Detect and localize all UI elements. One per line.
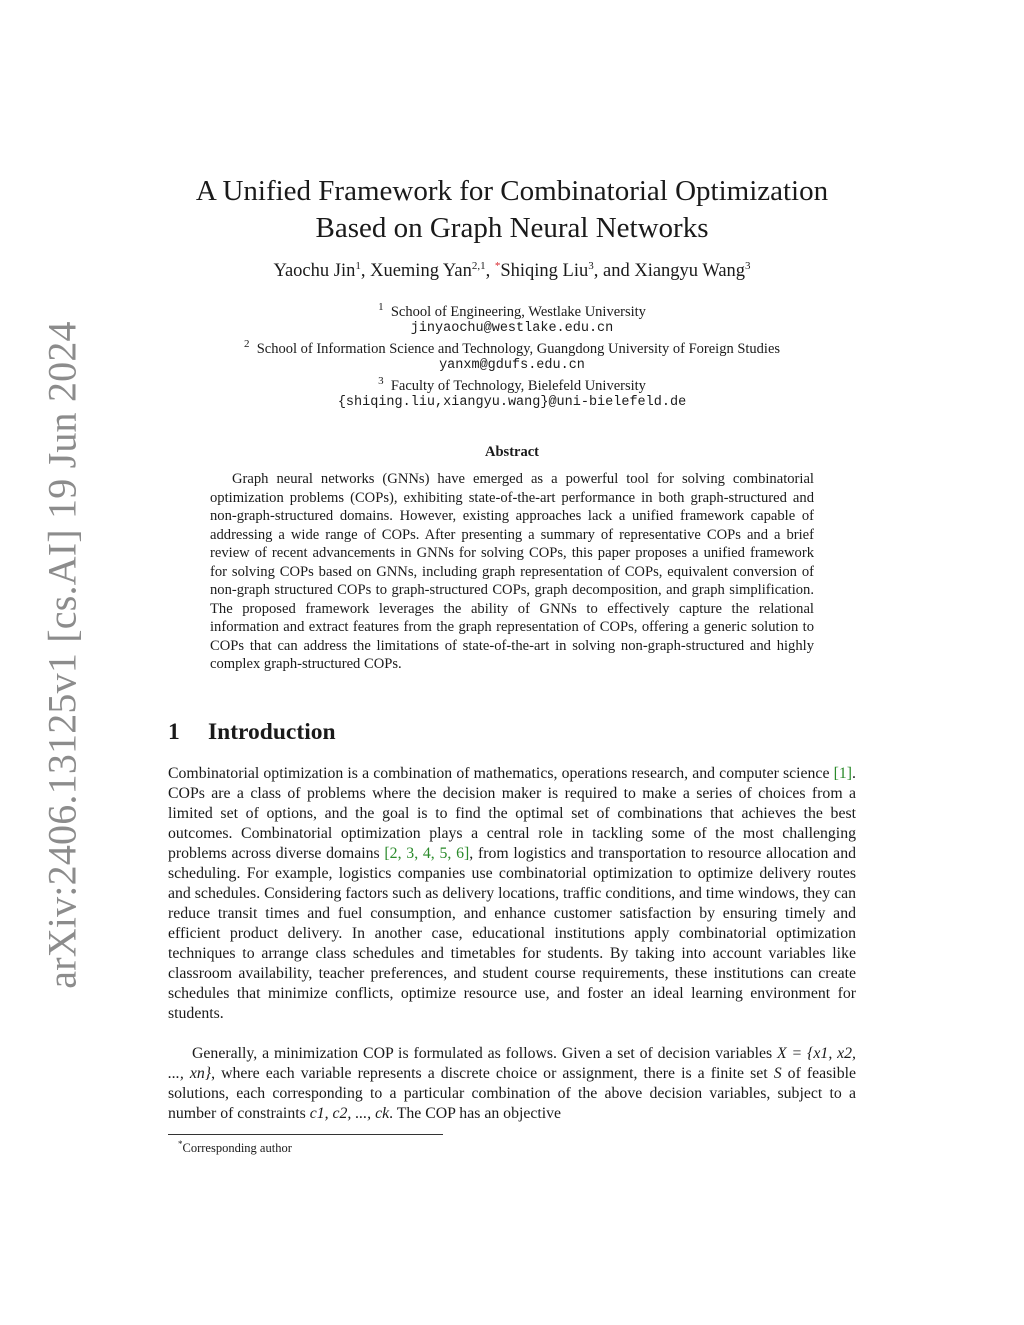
affiliation-name: School of Information Science and Technology, Guangdong University of Foreign Studies — [256, 340, 781, 357]
author-affiliation-mark: 2,1 — [471, 260, 486, 272]
citation-link[interactable]: 2 — [389, 845, 398, 862]
affiliation-name: Faculty of Technology, Bielefeld University — [390, 377, 646, 394]
math-feasible-set: S — [773, 1065, 782, 1082]
paper-title — [0, 173, 1024, 247]
footnote-divider — [168, 1134, 443, 1135]
author-affiliation-mark: 3 — [588, 260, 594, 272]
intro-paragraph-2: Generally, a minimization COP is formulated as follows. Given a set of decision variables X = {x1, x2, ..., xn}, where each variable represents a discrete choice or assignment, there is a finite set S of feasible solutions, each corresponding to a particular combination of the above decision variables, subject to a number of constraints c1, c2, ..., ck. The COP has an objective — [168, 1045, 856, 1122]
author-name: Xiangyu Wang — [634, 261, 746, 282]
affiliation-3-email: {shiqing.liu,xiangyu.wang}@uni-bielefeld.de — [337, 395, 687, 410]
intro-paragraph-1: Combinatorial optimization is a combination of mathematics, operations research, and computer science [1]. COPs are a class of problems where the decision maker is required to make a series of choices from a limited set of options, and the goal is to find the optimal set of combinations that achieves the best outcomes. Combinatorial optimization plays a central role in tackling some of the most challenging problems across diverse domains [2, 3, 4, 5, 6], from logistics and transportation to resource allocation and scheduling. For example, logistics companies use combinatorial optimization to optimize delivery routes and schedules. Considering factors such as delivery locations, traffic conditions, and time windows, they can reduce transit times and fuel consumption, and enhance customer satisfaction by ensuring timely and efficient product delivery. In another case, educational institutions apply combinatorial optimization techniques to arrange class schedules and timetables for students. By taking into account variables like classroom availability, teacher preferences, and student course requirements, these institutions can create schedules that minimize conflicts, optimize resource use, and foster an ideal learning environment for students. — [168, 765, 856, 1022]
arxiv-identifier-stamp: arXiv:2406.13125v1 [cs.AI] 19 Jun 2024 — [39, 321, 85, 989]
section-number: 1 — [168, 719, 180, 745]
author-list: Yaochu Jin$^1$, Xueming Yan$^{2,1}$, *Shiqing Liu$^3$, and Xiangyu Wang$^3$ — [273, 260, 751, 282]
citation-link[interactable]: 6 — [456, 845, 465, 862]
footnote-text: Corresponding author — [182, 1141, 292, 1156]
author-affiliation-mark: 3 — [745, 260, 751, 272]
affiliation-2-email: yanxm@gdufs.edu.cn — [439, 358, 585, 373]
section-title: Introduction — [208, 719, 336, 745]
corresponding-author-mark[interactable]: * — [494, 260, 501, 272]
footnote-mark: * — [178, 1139, 183, 1149]
affiliation-1-email: jinyaochu@westlake.edu.cn — [410, 321, 614, 336]
author-affiliation-mark: 1 — [355, 260, 361, 272]
author-name: Yaochu Jin — [273, 261, 356, 282]
citation-link[interactable]: 3 — [406, 845, 415, 862]
footnote — [178, 1139, 292, 1156]
citation-link[interactable]: 5 — [439, 845, 448, 862]
abstract-text: Graph neural networks (GNNs) have emerged as a powerful tool for solving combinatorial optimization problems (COPs), exhibiting state-of-the-art performance in both graph-structured and non-graph-structured domains. However, existing approaches lack a unified framework capable of addressing a wide range of COPs. After presenting a summary of representative COPs and a brief review of recent advancements in GNNs for solving COPs, this paper proposes a unified framework for solving COPs based on GNNs, including graph representation of COPs, equivalent conversion of non-graph structured COPs to graph-structured COPs, graph decomposition, and graph simplification. The proposed framework leverages the ability of GNNs to effectively capture the relational information and extract features from the graph representation of COPs, offering a generic solution to COPs that can address the limitations of state-of-the-art in solving non-graph-structured and highly complex graph-structured COPs. — [210, 471, 814, 672]
abstract-heading: Abstract — [485, 444, 539, 460]
citation-link[interactable]: 1 — [838, 765, 847, 782]
math-decision-variables: X = {x1, x2, ..., xn} — [168, 1045, 856, 1082]
section-heading — [168, 719, 336, 746]
author-name: Shiqing Liu — [500, 261, 589, 282]
title-line-1: A Unified Framework for Combinatorial Optimization — [195, 175, 829, 207]
affiliation-1: $^1$ School of Engineering, Westlake University — [378, 301, 646, 320]
affiliation-3: $^3$ Faculty of Technology, Bielefeld University — [378, 375, 646, 394]
affiliation-2: $^2$ School of Information Science and Technology, Guangdong University of Foreign Studies — [243, 338, 781, 357]
title-line-2: Based on Graph Neural Networks — [315, 212, 709, 244]
affiliation-name: School of Engineering, Westlake University — [390, 303, 646, 320]
author-name: Xueming Yan — [370, 261, 472, 282]
math-constraints: c1, c2, ..., ck — [309, 1105, 390, 1122]
citation-link[interactable]: 4 — [422, 845, 431, 862]
